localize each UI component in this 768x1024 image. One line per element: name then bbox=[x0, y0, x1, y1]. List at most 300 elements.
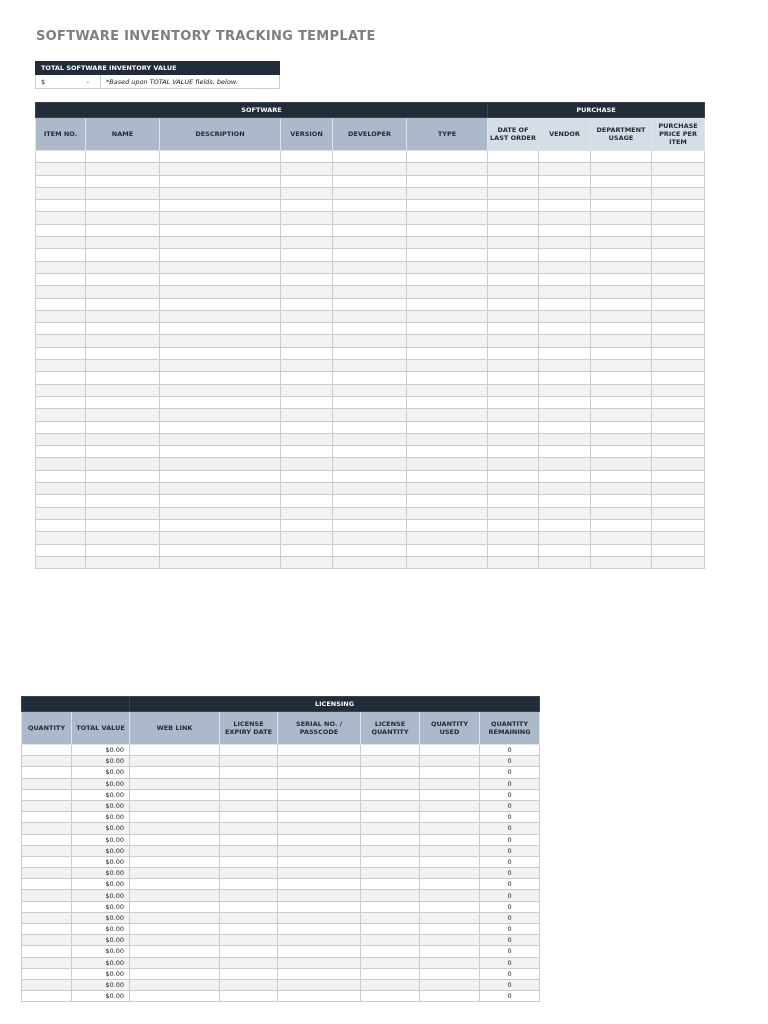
table-cell[interactable] bbox=[278, 901, 361, 912]
quantity-remaining-cell[interactable]: 0 bbox=[480, 845, 540, 856]
table-cell[interactable] bbox=[420, 968, 480, 979]
table-cell[interactable] bbox=[36, 237, 86, 249]
table-cell[interactable] bbox=[333, 249, 407, 261]
table-cell[interactable] bbox=[361, 879, 420, 890]
table-cell[interactable] bbox=[86, 224, 160, 236]
table-cell[interactable] bbox=[591, 151, 652, 163]
table-cell[interactable] bbox=[591, 396, 652, 408]
table-cell[interactable] bbox=[36, 446, 86, 458]
table-cell[interactable] bbox=[652, 347, 705, 359]
total-value-cell[interactable]: $0.00 bbox=[72, 868, 130, 879]
table-cell[interactable] bbox=[407, 532, 488, 544]
table-cell[interactable] bbox=[420, 856, 480, 867]
table-cell[interactable] bbox=[591, 286, 652, 298]
table-cell[interactable] bbox=[220, 968, 278, 979]
total-value-cell[interactable]: $0.00 bbox=[72, 756, 130, 767]
table-cell[interactable] bbox=[130, 800, 220, 811]
table-cell[interactable] bbox=[488, 323, 539, 335]
table-cell[interactable] bbox=[160, 224, 281, 236]
table-cell[interactable] bbox=[407, 187, 488, 199]
table-cell[interactable] bbox=[130, 901, 220, 912]
table-cell[interactable] bbox=[652, 556, 705, 568]
table-cell[interactable] bbox=[591, 483, 652, 495]
table-cell[interactable] bbox=[652, 396, 705, 408]
table-cell[interactable] bbox=[86, 261, 160, 273]
table-cell[interactable] bbox=[333, 200, 407, 212]
table-cell[interactable] bbox=[539, 335, 591, 347]
table-cell[interactable] bbox=[86, 544, 160, 556]
table-cell[interactable] bbox=[539, 175, 591, 187]
table-cell[interactable] bbox=[278, 991, 361, 1002]
table-cell[interactable] bbox=[407, 507, 488, 519]
table-cell[interactable] bbox=[488, 507, 539, 519]
table-cell[interactable] bbox=[86, 470, 160, 482]
table-cell[interactable] bbox=[652, 519, 705, 531]
table-cell[interactable] bbox=[278, 745, 361, 756]
table-cell[interactable] bbox=[281, 372, 333, 384]
table-cell[interactable] bbox=[420, 946, 480, 957]
table-cell[interactable] bbox=[488, 261, 539, 273]
table-cell[interactable] bbox=[539, 544, 591, 556]
table-cell[interactable] bbox=[278, 968, 361, 979]
total-value-cell[interactable]: $0.00 bbox=[72, 845, 130, 856]
table-cell[interactable] bbox=[488, 384, 539, 396]
table-cell[interactable] bbox=[333, 519, 407, 531]
total-value-cell[interactable]: $0.00 bbox=[72, 991, 130, 1002]
table-cell[interactable] bbox=[36, 286, 86, 298]
table-cell[interactable] bbox=[652, 237, 705, 249]
total-value-cell[interactable]: $0.00 bbox=[72, 834, 130, 845]
table-cell[interactable] bbox=[86, 323, 160, 335]
table-cell[interactable] bbox=[281, 323, 333, 335]
table-cell[interactable] bbox=[333, 446, 407, 458]
table-cell[interactable] bbox=[36, 200, 86, 212]
table-cell[interactable] bbox=[86, 483, 160, 495]
table-cell[interactable] bbox=[22, 957, 72, 968]
table-cell[interactable] bbox=[591, 187, 652, 199]
table-cell[interactable] bbox=[160, 483, 281, 495]
table-cell[interactable] bbox=[281, 384, 333, 396]
table-cell[interactable] bbox=[86, 409, 160, 421]
table-cell[interactable] bbox=[333, 532, 407, 544]
table-cell[interactable] bbox=[539, 249, 591, 261]
table-cell[interactable] bbox=[539, 347, 591, 359]
table-cell[interactable] bbox=[160, 470, 281, 482]
table-cell[interactable] bbox=[281, 409, 333, 421]
table-cell[interactable] bbox=[220, 890, 278, 901]
table-cell[interactable] bbox=[130, 991, 220, 1002]
table-cell[interactable] bbox=[652, 458, 705, 470]
table-cell[interactable] bbox=[220, 868, 278, 879]
table-cell[interactable] bbox=[591, 421, 652, 433]
table-cell[interactable] bbox=[407, 556, 488, 568]
table-cell[interactable] bbox=[361, 745, 420, 756]
table-cell[interactable] bbox=[220, 856, 278, 867]
table-cell[interactable] bbox=[361, 935, 420, 946]
table-cell[interactable] bbox=[160, 507, 281, 519]
table-cell[interactable] bbox=[130, 856, 220, 867]
table-cell[interactable] bbox=[652, 483, 705, 495]
table-cell[interactable] bbox=[130, 756, 220, 767]
table-cell[interactable] bbox=[160, 360, 281, 372]
table-cell[interactable] bbox=[36, 470, 86, 482]
table-cell[interactable] bbox=[488, 532, 539, 544]
table-cell[interactable] bbox=[278, 778, 361, 789]
table-cell[interactable] bbox=[361, 756, 420, 767]
table-cell[interactable] bbox=[333, 298, 407, 310]
table-cell[interactable] bbox=[281, 224, 333, 236]
table-cell[interactable] bbox=[22, 946, 72, 957]
table-cell[interactable] bbox=[361, 856, 420, 867]
table-cell[interactable] bbox=[333, 483, 407, 495]
table-cell[interactable] bbox=[652, 310, 705, 322]
total-value-cell[interactable]: $0.00 bbox=[72, 912, 130, 923]
table-cell[interactable] bbox=[36, 421, 86, 433]
table-cell[interactable] bbox=[652, 249, 705, 261]
table-cell[interactable] bbox=[333, 187, 407, 199]
table-cell[interactable] bbox=[539, 310, 591, 322]
table-cell[interactable] bbox=[22, 991, 72, 1002]
quantity-remaining-cell[interactable]: 0 bbox=[480, 745, 540, 756]
table-cell[interactable] bbox=[333, 556, 407, 568]
table-cell[interactable] bbox=[333, 163, 407, 175]
table-cell[interactable] bbox=[160, 519, 281, 531]
table-cell[interactable] bbox=[539, 286, 591, 298]
table-cell[interactable] bbox=[591, 323, 652, 335]
table-cell[interactable] bbox=[333, 360, 407, 372]
table-cell[interactable] bbox=[36, 335, 86, 347]
quantity-remaining-cell[interactable]: 0 bbox=[480, 957, 540, 968]
table-cell[interactable] bbox=[333, 421, 407, 433]
table-cell[interactable] bbox=[281, 556, 333, 568]
table-cell[interactable] bbox=[160, 151, 281, 163]
table-cell[interactable] bbox=[130, 879, 220, 890]
table-cell[interactable] bbox=[652, 286, 705, 298]
table-cell[interactable] bbox=[333, 396, 407, 408]
quantity-remaining-cell[interactable]: 0 bbox=[480, 868, 540, 879]
table-cell[interactable] bbox=[488, 237, 539, 249]
table-cell[interactable] bbox=[652, 446, 705, 458]
table-cell[interactable] bbox=[160, 458, 281, 470]
table-cell[interactable] bbox=[281, 544, 333, 556]
total-value-cell[interactable]: $0.00 bbox=[72, 968, 130, 979]
table-cell[interactable] bbox=[333, 507, 407, 519]
table-cell[interactable] bbox=[281, 175, 333, 187]
table-cell[interactable] bbox=[420, 767, 480, 778]
table-cell[interactable] bbox=[278, 879, 361, 890]
table-cell[interactable] bbox=[407, 286, 488, 298]
quantity-remaining-cell[interactable]: 0 bbox=[480, 767, 540, 778]
table-cell[interactable] bbox=[539, 495, 591, 507]
table-cell[interactable] bbox=[22, 935, 72, 946]
table-cell[interactable] bbox=[420, 745, 480, 756]
table-cell[interactable] bbox=[22, 800, 72, 811]
table-cell[interactable] bbox=[407, 384, 488, 396]
table-cell[interactable] bbox=[488, 556, 539, 568]
table-cell[interactable] bbox=[281, 470, 333, 482]
table-cell[interactable] bbox=[539, 212, 591, 224]
table-cell[interactable] bbox=[36, 556, 86, 568]
table-cell[interactable] bbox=[160, 163, 281, 175]
table-cell[interactable] bbox=[407, 261, 488, 273]
table-cell[interactable] bbox=[22, 901, 72, 912]
table-cell[interactable] bbox=[333, 212, 407, 224]
table-cell[interactable] bbox=[407, 409, 488, 421]
table-cell[interactable] bbox=[539, 151, 591, 163]
summary-value-cell[interactable] bbox=[36, 75, 101, 89]
table-cell[interactable] bbox=[36, 163, 86, 175]
table-cell[interactable] bbox=[652, 384, 705, 396]
table-cell[interactable] bbox=[22, 968, 72, 979]
table-cell[interactable] bbox=[407, 360, 488, 372]
quantity-remaining-cell[interactable]: 0 bbox=[480, 778, 540, 789]
table-cell[interactable] bbox=[278, 912, 361, 923]
table-cell[interactable] bbox=[130, 812, 220, 823]
table-cell[interactable] bbox=[333, 310, 407, 322]
table-cell[interactable] bbox=[420, 935, 480, 946]
table-cell[interactable] bbox=[407, 323, 488, 335]
table-cell[interactable] bbox=[591, 261, 652, 273]
table-cell[interactable] bbox=[86, 200, 160, 212]
table-cell[interactable] bbox=[36, 224, 86, 236]
table-cell[interactable] bbox=[22, 756, 72, 767]
table-cell[interactable] bbox=[539, 372, 591, 384]
table-cell[interactable] bbox=[278, 823, 361, 834]
quantity-remaining-cell[interactable]: 0 bbox=[480, 812, 540, 823]
table-cell[interactable] bbox=[420, 789, 480, 800]
table-cell[interactable] bbox=[333, 544, 407, 556]
table-cell[interactable] bbox=[420, 834, 480, 845]
quantity-remaining-cell[interactable]: 0 bbox=[480, 823, 540, 834]
table-cell[interactable] bbox=[539, 224, 591, 236]
table-cell[interactable] bbox=[86, 298, 160, 310]
table-cell[interactable] bbox=[407, 200, 488, 212]
table-cell[interactable] bbox=[281, 433, 333, 445]
total-value-cell[interactable]: $0.00 bbox=[72, 856, 130, 867]
table-cell[interactable] bbox=[160, 298, 281, 310]
table-cell[interactable] bbox=[22, 879, 72, 890]
table-cell[interactable] bbox=[407, 544, 488, 556]
table-cell[interactable] bbox=[488, 151, 539, 163]
table-cell[interactable] bbox=[652, 372, 705, 384]
table-cell[interactable] bbox=[130, 946, 220, 957]
table-cell[interactable] bbox=[539, 261, 591, 273]
quantity-remaining-cell[interactable]: 0 bbox=[480, 856, 540, 867]
table-cell[interactable] bbox=[220, 912, 278, 923]
table-cell[interactable] bbox=[36, 323, 86, 335]
table-cell[interactable] bbox=[220, 924, 278, 935]
table-cell[interactable] bbox=[539, 273, 591, 285]
table-cell[interactable] bbox=[160, 409, 281, 421]
table-cell[interactable] bbox=[281, 286, 333, 298]
table-cell[interactable] bbox=[488, 495, 539, 507]
table-cell[interactable] bbox=[420, 812, 480, 823]
table-cell[interactable] bbox=[488, 421, 539, 433]
table-cell[interactable] bbox=[407, 335, 488, 347]
table-cell[interactable] bbox=[220, 979, 278, 990]
table-cell[interactable] bbox=[36, 544, 86, 556]
table-cell[interactable] bbox=[220, 901, 278, 912]
table-cell[interactable] bbox=[652, 409, 705, 421]
table-cell[interactable] bbox=[86, 335, 160, 347]
table-cell[interactable] bbox=[160, 261, 281, 273]
table-cell[interactable] bbox=[36, 151, 86, 163]
table-cell[interactable] bbox=[220, 789, 278, 800]
table-cell[interactable] bbox=[86, 187, 160, 199]
table-cell[interactable] bbox=[361, 868, 420, 879]
table-cell[interactable] bbox=[407, 519, 488, 531]
table-cell[interactable] bbox=[652, 187, 705, 199]
quantity-remaining-cell[interactable]: 0 bbox=[480, 912, 540, 923]
table-cell[interactable] bbox=[36, 372, 86, 384]
quantity-remaining-cell[interactable]: 0 bbox=[480, 800, 540, 811]
table-cell[interactable] bbox=[333, 151, 407, 163]
table-cell[interactable] bbox=[281, 360, 333, 372]
table-cell[interactable] bbox=[130, 845, 220, 856]
table-cell[interactable] bbox=[591, 409, 652, 421]
table-cell[interactable] bbox=[652, 261, 705, 273]
table-cell[interactable] bbox=[281, 261, 333, 273]
table-cell[interactable] bbox=[539, 200, 591, 212]
table-cell[interactable] bbox=[160, 310, 281, 322]
table-cell[interactable] bbox=[281, 532, 333, 544]
table-cell[interactable] bbox=[539, 483, 591, 495]
table-cell[interactable] bbox=[36, 507, 86, 519]
total-value-cell[interactable]: $0.00 bbox=[72, 957, 130, 968]
table-cell[interactable] bbox=[407, 175, 488, 187]
table-cell[interactable] bbox=[160, 273, 281, 285]
total-value-cell[interactable]: $0.00 bbox=[72, 890, 130, 901]
table-cell[interactable] bbox=[86, 175, 160, 187]
table-cell[interactable] bbox=[36, 261, 86, 273]
table-cell[interactable] bbox=[278, 946, 361, 957]
table-cell[interactable] bbox=[278, 935, 361, 946]
table-cell[interactable] bbox=[407, 163, 488, 175]
table-cell[interactable] bbox=[278, 834, 361, 845]
table-cell[interactable] bbox=[22, 845, 72, 856]
quantity-remaining-cell[interactable]: 0 bbox=[480, 946, 540, 957]
table-cell[interactable] bbox=[407, 433, 488, 445]
table-cell[interactable] bbox=[36, 409, 86, 421]
table-cell[interactable] bbox=[539, 409, 591, 421]
table-cell[interactable] bbox=[488, 175, 539, 187]
table-cell[interactable] bbox=[36, 298, 86, 310]
table-cell[interactable] bbox=[652, 224, 705, 236]
table-cell[interactable] bbox=[281, 298, 333, 310]
table-cell[interactable] bbox=[591, 384, 652, 396]
table-cell[interactable] bbox=[36, 519, 86, 531]
table-cell[interactable] bbox=[130, 979, 220, 990]
table-cell[interactable] bbox=[281, 483, 333, 495]
table-cell[interactable] bbox=[652, 544, 705, 556]
table-cell[interactable] bbox=[488, 519, 539, 531]
table-cell[interactable] bbox=[130, 778, 220, 789]
table-cell[interactable] bbox=[278, 890, 361, 901]
table-cell[interactable] bbox=[539, 237, 591, 249]
table-cell[interactable] bbox=[361, 800, 420, 811]
table-cell[interactable] bbox=[36, 396, 86, 408]
table-cell[interactable] bbox=[407, 347, 488, 359]
table-cell[interactable] bbox=[591, 249, 652, 261]
quantity-remaining-cell[interactable]: 0 bbox=[480, 756, 540, 767]
table-cell[interactable] bbox=[86, 249, 160, 261]
table-cell[interactable] bbox=[281, 446, 333, 458]
table-cell[interactable] bbox=[407, 249, 488, 261]
table-cell[interactable] bbox=[407, 212, 488, 224]
table-cell[interactable] bbox=[36, 310, 86, 322]
table-cell[interactable] bbox=[281, 507, 333, 519]
total-value-cell[interactable]: $0.00 bbox=[72, 800, 130, 811]
table-cell[interactable] bbox=[652, 200, 705, 212]
table-cell[interactable] bbox=[361, 834, 420, 845]
table-cell[interactable] bbox=[539, 187, 591, 199]
table-cell[interactable] bbox=[539, 470, 591, 482]
table-cell[interactable] bbox=[22, 868, 72, 879]
table-cell[interactable] bbox=[539, 396, 591, 408]
table-cell[interactable] bbox=[591, 163, 652, 175]
table-cell[interactable] bbox=[539, 163, 591, 175]
table-cell[interactable] bbox=[86, 163, 160, 175]
table-cell[interactable] bbox=[281, 421, 333, 433]
table-cell[interactable] bbox=[652, 421, 705, 433]
table-cell[interactable] bbox=[652, 360, 705, 372]
total-value-cell[interactable]: $0.00 bbox=[72, 946, 130, 957]
table-cell[interactable] bbox=[220, 745, 278, 756]
table-cell[interactable] bbox=[420, 901, 480, 912]
table-cell[interactable] bbox=[22, 767, 72, 778]
table-cell[interactable] bbox=[591, 495, 652, 507]
table-cell[interactable] bbox=[591, 470, 652, 482]
quantity-remaining-cell[interactable]: 0 bbox=[480, 979, 540, 990]
table-cell[interactable] bbox=[361, 946, 420, 957]
table-cell[interactable] bbox=[539, 446, 591, 458]
total-value-cell[interactable]: $0.00 bbox=[72, 812, 130, 823]
table-cell[interactable] bbox=[278, 979, 361, 990]
table-cell[interactable] bbox=[591, 273, 652, 285]
table-cell[interactable] bbox=[281, 200, 333, 212]
table-cell[interactable] bbox=[22, 979, 72, 990]
table-cell[interactable] bbox=[333, 175, 407, 187]
table-cell[interactable] bbox=[86, 507, 160, 519]
quantity-remaining-cell[interactable]: 0 bbox=[480, 968, 540, 979]
table-cell[interactable] bbox=[591, 310, 652, 322]
table-cell[interactable] bbox=[281, 163, 333, 175]
table-cell[interactable] bbox=[333, 347, 407, 359]
table-cell[interactable] bbox=[333, 273, 407, 285]
table-cell[interactable] bbox=[488, 347, 539, 359]
table-cell[interactable] bbox=[407, 224, 488, 236]
table-cell[interactable] bbox=[130, 924, 220, 935]
table-cell[interactable] bbox=[281, 151, 333, 163]
table-cell[interactable] bbox=[333, 237, 407, 249]
table-cell[interactable] bbox=[220, 823, 278, 834]
total-value-cell[interactable]: $0.00 bbox=[72, 767, 130, 778]
table-cell[interactable] bbox=[652, 212, 705, 224]
table-cell[interactable] bbox=[420, 868, 480, 879]
table-cell[interactable] bbox=[488, 396, 539, 408]
table-cell[interactable] bbox=[36, 433, 86, 445]
table-cell[interactable] bbox=[160, 187, 281, 199]
table-cell[interactable] bbox=[361, 789, 420, 800]
table-cell[interactable] bbox=[281, 335, 333, 347]
table-cell[interactable] bbox=[278, 924, 361, 935]
table-cell[interactable] bbox=[160, 335, 281, 347]
table-cell[interactable] bbox=[278, 868, 361, 879]
table-cell[interactable] bbox=[361, 845, 420, 856]
table-cell[interactable] bbox=[130, 890, 220, 901]
quantity-remaining-cell[interactable]: 0 bbox=[480, 789, 540, 800]
table-cell[interactable] bbox=[130, 935, 220, 946]
